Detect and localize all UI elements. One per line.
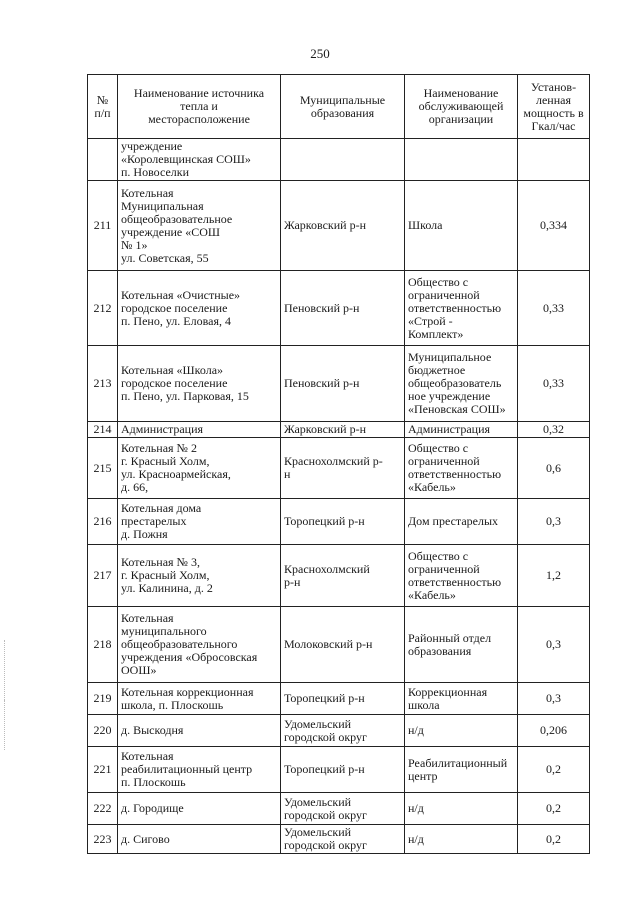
row-number: 213 [88,346,118,422]
heat-source-table [87,74,590,854]
capacity [518,139,590,181]
row-number [88,139,118,181]
table-row [88,438,590,499]
capacity: 0,32 [518,422,590,438]
capacity: 0,6 [518,438,590,499]
organization: Муниципальное бюджетное общеобразователь ное учреждение «Пеновская СОШ» [405,346,518,422]
row-number: 217 [88,545,118,607]
municipality: Удомельский городской округ [281,715,405,747]
table-row [88,825,590,854]
organization: Школа [405,181,518,271]
capacity: 0,334 [518,181,590,271]
organization: Реабилитационный центр [405,747,518,793]
organization: Общество с ограниченной ответственностью «Кабель» [405,545,518,607]
source-name: Котельная № 3, г. Красный Холм, ул. Калинина, д. 2 [118,545,281,607]
municipality: Краснохолмский р-н [281,545,405,607]
source-name: д. Городище [118,793,281,825]
header-row [88,75,590,139]
header-number: № п/п [88,75,118,139]
table-row [88,747,590,793]
municipality: Пеновский р-н [281,346,405,422]
table-row [88,422,590,438]
organization: Коррекционная школа [405,683,518,715]
capacity: 0,33 [518,271,590,346]
municipality: Молоковский р-н [281,607,405,683]
row-number: 220 [88,715,118,747]
organization [405,139,518,181]
table-row [88,271,590,346]
table-row [88,181,590,271]
municipality: Торопецкий р-н [281,747,405,793]
capacity: 0,206 [518,715,590,747]
source-name: Котельная Муниципальная общеобразовательное учреждение «СОШ № 1» ул. Советская, 55 [118,181,281,271]
capacity: 1,2 [518,545,590,607]
row-number: 214 [88,422,118,438]
table-row [88,715,590,747]
organization: Общество с ограниченной ответственностью «Строй - Комплект» [405,271,518,346]
table-row [88,683,590,715]
row-number: 211 [88,181,118,271]
row-number: 219 [88,683,118,715]
row-number: 216 [88,499,118,545]
municipality: Удомельский городской округ [281,793,405,825]
source-name: Котельная дома престарелых д. Пожня [118,499,281,545]
row-number: 218 [88,607,118,683]
source-name: д. Выскодня [118,715,281,747]
row-number: 212 [88,271,118,346]
source-name: Котельная «Школа» городское поселение п. Пено, ул. Парковая, 15 [118,346,281,422]
capacity: 0,3 [518,499,590,545]
capacity: 0,33 [518,346,590,422]
row-number: 223 [88,825,118,854]
organization: н/д [405,825,518,854]
row-number: 222 [88,793,118,825]
header-source-name: Наименование источника тепла и месторасположение [118,75,281,139]
organization: Общество с ограниченной ответственностью «Кабель» [405,438,518,499]
source-name: учреждение «Королевщинская СОШ» п. Новоселки [118,139,281,181]
organization: н/д [405,715,518,747]
row-number: 221 [88,747,118,793]
municipality: Удомельский городской округ [281,825,405,854]
municipality [281,139,405,181]
organization: н/д [405,793,518,825]
source-name: Администрация [118,422,281,438]
table-row [88,793,590,825]
organization: Администрация [405,422,518,438]
source-name: Котельная «Очистные» городское поселение п. Пено, ул. Еловая, 4 [118,271,281,346]
scan-margin-mark [4,640,7,700]
organization: Районный отдел образования [405,607,518,683]
page-number: 250 [310,46,330,61]
header-municipality: Муниципальные образования [281,75,405,139]
source-name: Котельная № 2 г. Красный Холм, ул. Красноармейская, д. 66, [118,438,281,499]
organization: Дом престарелых [405,499,518,545]
municipality: Пеновский р-н [281,271,405,346]
scan-margin-mark [4,700,7,750]
municipality: Краснохолмский р- н [281,438,405,499]
table-row [88,545,590,607]
municipality: Торопецкий р-н [281,499,405,545]
table-row [88,139,590,181]
table-row [88,499,590,545]
capacity: 0,2 [518,747,590,793]
capacity: 0,2 [518,793,590,825]
row-number: 215 [88,438,118,499]
source-name: Котельная муниципального общеобразовательного учреждения «Обросовская ООШ» [118,607,281,683]
capacity: 0,2 [518,825,590,854]
source-name: Котельная реабилитационный центр п. Плоскошь [118,747,281,793]
header-organization: Наименование обслуживающей организации [405,75,518,139]
source-name: Котельная коррекционная школа, п. Плоскошь [118,683,281,715]
municipality: Торопецкий р-н [281,683,405,715]
table-row [88,346,590,422]
table-row [88,607,590,683]
municipality: Жарковский р-н [281,422,405,438]
capacity: 0,3 [518,607,590,683]
header-capacity: Установ- ленная мощность в Гкал/час [518,75,590,139]
municipality: Жарковский р-н [281,181,405,271]
source-name: д. Сигово [118,825,281,854]
capacity: 0,3 [518,683,590,715]
